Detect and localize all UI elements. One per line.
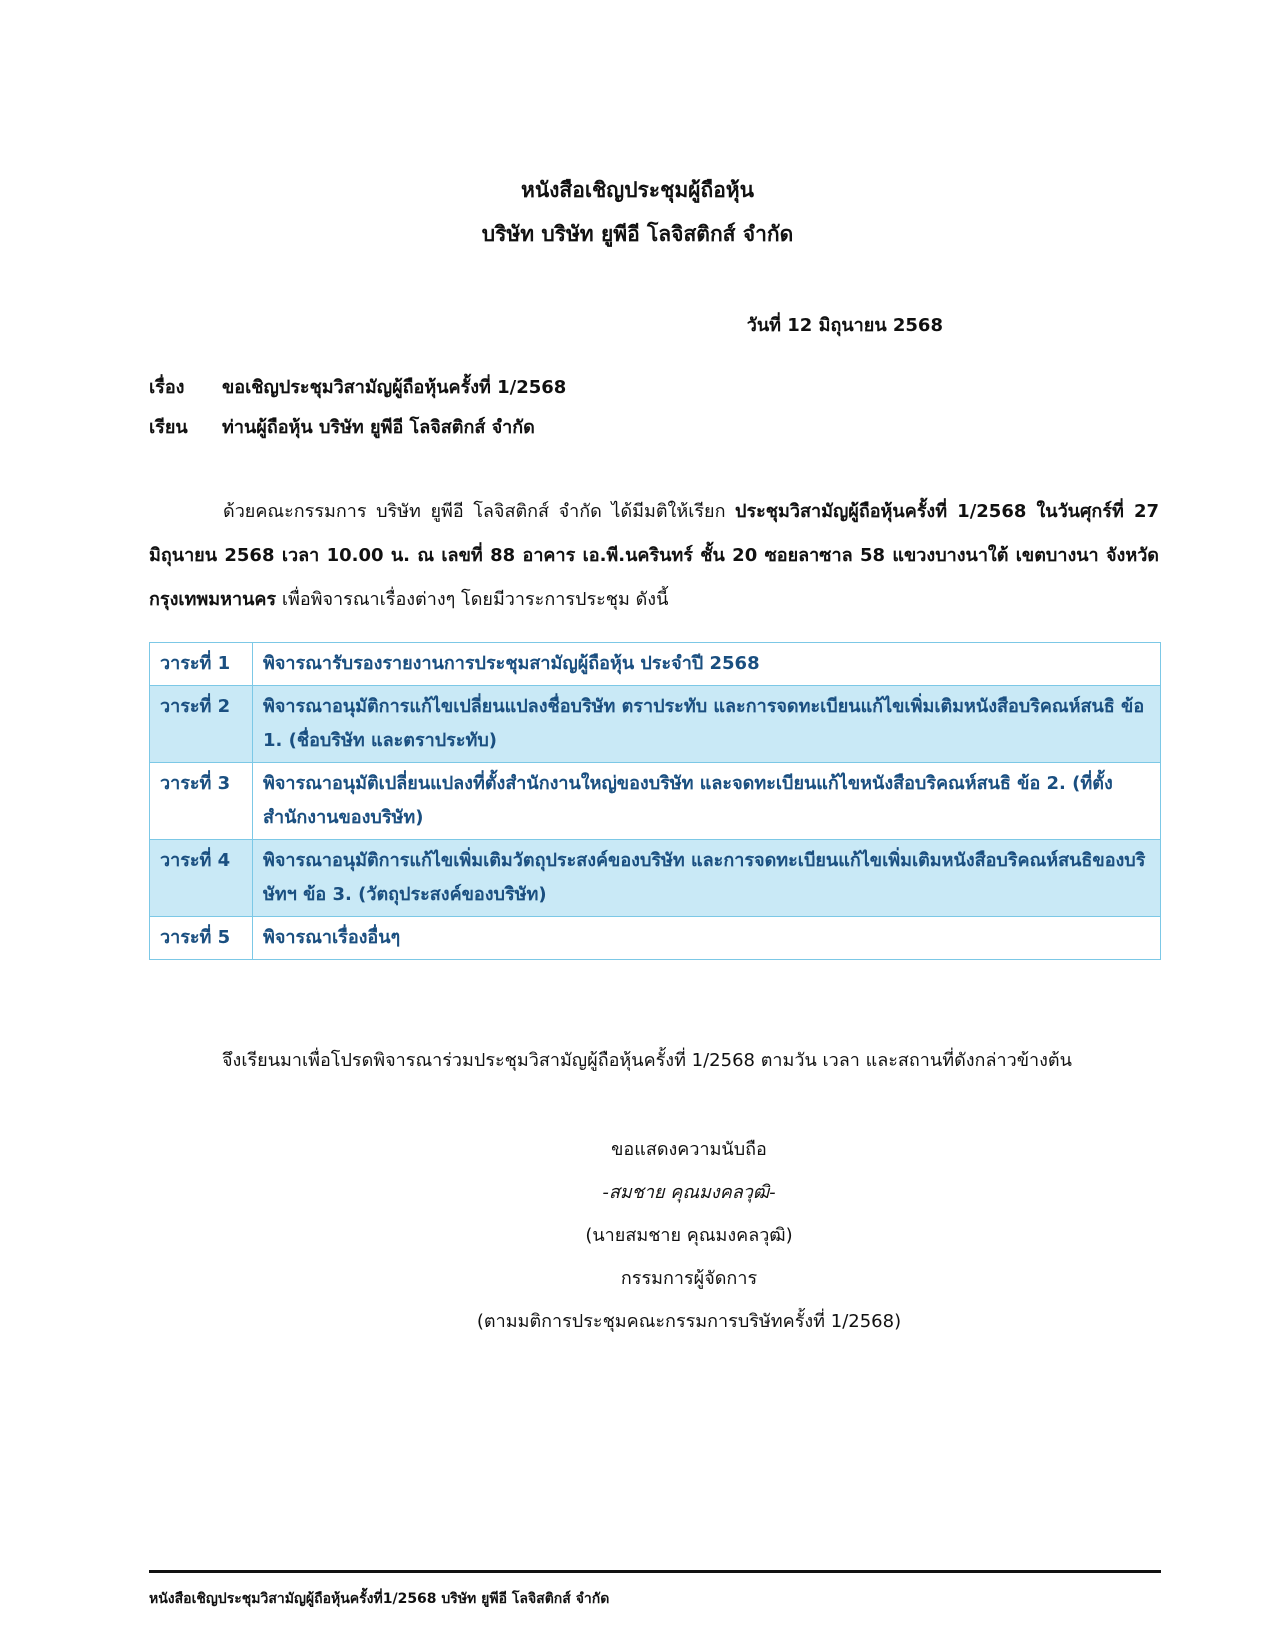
subject-label: เรื่อง <box>149 377 185 398</box>
title-line-1: หนังสือเชิญประชุมผู้ถือหุ้น <box>520 178 755 202</box>
agenda-row <box>150 840 1161 917</box>
intro-part-1: ด้วยคณะกรรมการ บริษัท ยูพีอี โลจิสติกส์ จำกัด ได้มีมติให้เรียก <box>223 501 736 522</box>
intro-part-3: เพื่อพิจารณาเรื่องต่างๆ โดยมีวาระการประชุม ดังนี้ <box>276 589 669 610</box>
signed-name: -สมชาย คุณมงคลวุฒิ- <box>602 1182 776 1203</box>
subject-row <box>149 368 566 408</box>
signatory-position: กรรมการผู้จัดการ <box>620 1268 758 1289</box>
agenda-text: พิจารณาเรื่องอื่นๆ <box>253 917 1161 960</box>
intro-meeting-details: ประชุมวิสามัญผู้ถือหุ้นครั้งที่ 1/2568 ในวันศุกร์ที่ 27 มิถุนายน 2568 เวลา 10.00 น. ณ เลขที่ 88 อาคาร เอ.พี.นครินทร์ ชั้น 20 ซอยลาซาล 58 แขวงบางนาใต้ เขตบางนา จังหวัดกรุงเทพมหานคร <box>149 501 1159 610</box>
agenda-table <box>149 642 1161 960</box>
recipient-label: เรียน <box>149 417 188 438</box>
salutation: ขอแสดงความนับถือ <box>611 1139 767 1160</box>
agenda-number: วาระที่ 1 <box>150 643 253 686</box>
agenda-row <box>150 917 1161 960</box>
agenda-text: พิจารณาอนุมัติเปลี่ยนแปลงที่ตั้งสำนักงานใหญ่ของบริษัท และจดทะเบียนแก้ไขหนังสือบริคณห์สนธิ ข้อ 2. (ที่ตั้งสำนักงานของบริษัท) <box>253 763 1161 840</box>
agenda-number: วาระที่ 4 <box>150 840 253 917</box>
agenda-text: พิจารณารับรองรายงานการประชุมสามัญผู้ถือหุ้น ประจำปี 2568 <box>253 643 1161 686</box>
agenda-row <box>150 643 1161 686</box>
agenda-row <box>150 763 1161 840</box>
agenda-number: วาระที่ 2 <box>150 686 253 763</box>
agenda-row <box>150 686 1161 763</box>
document-title <box>0 168 1275 256</box>
agenda-text: พิจารณาอนุมัติการแก้ไขเพิ่มเติมวัตถุประสงค์ของบริษัท และการจดทะเบียนแก้ไขเพิ่มเติมหนังสือบริคณห์สนธิของบริษัทฯ ข้อ 3. (วัตถุประสงค์ของบริษัท) <box>253 840 1161 917</box>
signatory-name: (นายสมชาย คุณมงคลวุฒิ) <box>585 1225 793 1246</box>
recipient-row <box>149 408 566 448</box>
signature-block <box>464 1128 914 1343</box>
agenda-number: วาระที่ 3 <box>150 763 253 840</box>
document-date: วันที่ 12 มิถุนายน 2568 <box>746 315 943 336</box>
agenda-number: วาระที่ 5 <box>150 917 253 960</box>
recipient-text: ท่านผู้ถือหุ้น บริษัท ยูพีอี โลจิสติกส์ จำกัด <box>222 417 535 438</box>
footer-text: หนังสือเชิญประชุมวิสามัญผู้ถือหุ้นครั้งที่1/2568 บริษัท ยูพีอี โลจิสติกส์ จำกัด <box>149 1591 610 1607</box>
subject-text: ขอเชิญประชุมวิสามัญผู้ถือหุ้นครั้งที่ 1/2568 <box>222 377 567 398</box>
footer-divider <box>149 1570 1161 1573</box>
agenda-text: พิจารณาอนุมัติการแก้ไขเปลี่ยนแปลงชื่อบริษัท ตราประทับ และการจดทะเบียนแก้ไขเพิ่มเติมหนังสือบริคณห์สนธิ ข้อ 1. (ชื่อบริษัท และตราประทับ) <box>253 686 1161 763</box>
intro-paragraph <box>149 490 1159 622</box>
signatory-authority: (ตามมติการประชุมคณะกรรมการบริษัทครั้งที่ 1/2568) <box>476 1311 902 1332</box>
title-line-2: บริษัท บริษัท ยูพีอี โลจิสติกส์ จำกัด <box>481 222 794 246</box>
letter-meta <box>149 368 566 448</box>
closing-paragraph: จึงเรียนมาเพื่อโปรดพิจารณาร่วมประชุมวิสามัญผู้ถือหุ้นครั้งที่ 1/2568 ตามวัน เวลา และสถานที่ดังกล่าวข้างต้น <box>222 1050 1072 1071</box>
